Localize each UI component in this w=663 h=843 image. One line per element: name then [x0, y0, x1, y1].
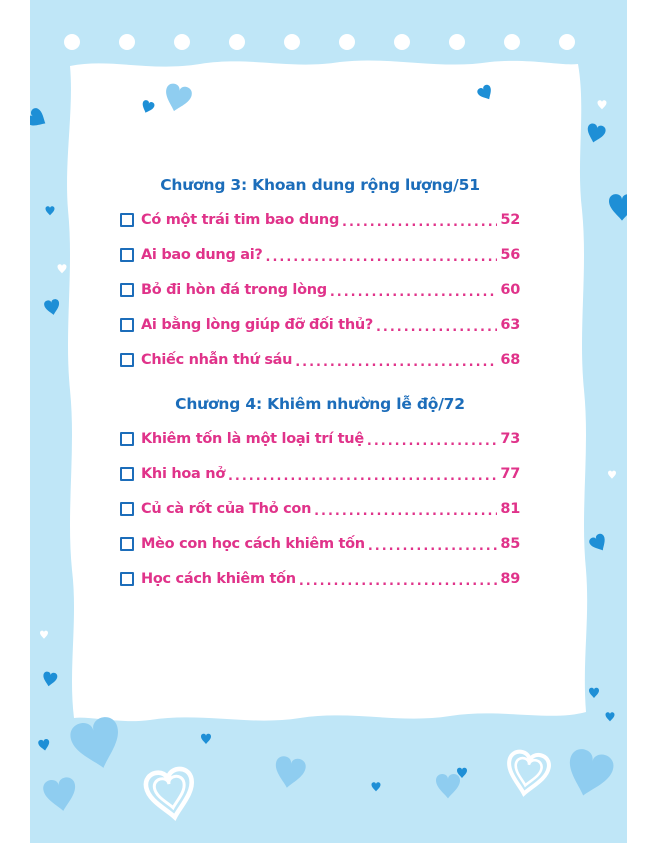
toc-entry-title: Học cách khiêm tốn — [141, 570, 296, 587]
toc-entry-page: 60 — [500, 281, 520, 298]
chapter-3-title: Chương 3: Khoan dung rộng lượng/51 — [160, 176, 480, 194]
toc-entry-page: 89 — [500, 570, 520, 587]
toc-entry-page: 81 — [500, 500, 520, 517]
toc-entry-page: 68 — [500, 351, 520, 368]
toc-entry-title: Bỏ đi hòn đá trong lòng — [141, 281, 327, 298]
toc-entry-title: Củ cà rốt của Thỏ con — [141, 500, 312, 517]
chapter-4-title: Chương 4: Khiêm nhường lễ độ/72 — [175, 395, 465, 413]
toc-entry — [120, 561, 520, 596]
toc-entry-title: Ai bao dung ai? — [141, 246, 263, 263]
page-frame — [30, 0, 627, 843]
dot-leader — [266, 250, 498, 265]
dot-leader — [376, 320, 497, 335]
toc-entry — [120, 456, 520, 491]
dot-leader — [330, 285, 498, 300]
checkbox-icon — [120, 353, 134, 367]
top-dots — [64, 34, 575, 50]
dot-leader — [314, 504, 497, 519]
toc-entry — [120, 491, 520, 526]
checkbox-icon — [120, 467, 134, 481]
checkbox-icon — [120, 572, 134, 586]
toc-entry — [120, 202, 520, 237]
checkbox-icon — [120, 283, 134, 297]
checkbox-icon — [120, 248, 134, 262]
toc-entry-page: 85 — [500, 535, 520, 552]
checkbox-icon — [120, 432, 134, 446]
outline-hearts — [144, 750, 551, 821]
toc-entry — [120, 272, 520, 307]
toc-entry-page: 52 — [500, 211, 520, 228]
table-of-contents — [120, 172, 520, 596]
dot-leader — [299, 574, 498, 589]
dot-leader — [228, 469, 497, 484]
toc-entry-title: Có một trái tim bao dung — [141, 211, 340, 228]
toc-entry — [120, 307, 520, 342]
toc-entry — [120, 526, 520, 561]
toc-entry-page: 77 — [500, 465, 520, 482]
toc-entry-title: Khi hoa nở — [141, 465, 225, 482]
toc-entry — [120, 237, 520, 272]
dot-leader — [368, 539, 498, 554]
toc-entry-title: Khiêm tốn là một loại trí tuệ — [141, 430, 364, 447]
checkbox-icon — [120, 502, 134, 516]
toc-entry-page: 73 — [500, 430, 520, 447]
checkbox-icon — [120, 537, 134, 551]
dot-leader — [342, 215, 497, 230]
dot-leader — [367, 434, 498, 449]
toc-entry-title: Ai bằng lòng giúp đỡ đối thủ? — [141, 316, 373, 333]
toc-entry — [120, 342, 520, 377]
toc-entry-page: 56 — [500, 246, 520, 263]
toc-entry-title: Mèo con học cách khiêm tốn — [141, 535, 365, 552]
toc-entry-title: Chiếc nhẫn thứ sáu — [141, 351, 293, 368]
dot-leader — [295, 355, 497, 370]
toc-entry-page: 63 — [500, 316, 520, 333]
checkbox-icon — [120, 213, 134, 227]
toc-entry — [120, 421, 520, 456]
checkbox-icon — [120, 318, 134, 332]
